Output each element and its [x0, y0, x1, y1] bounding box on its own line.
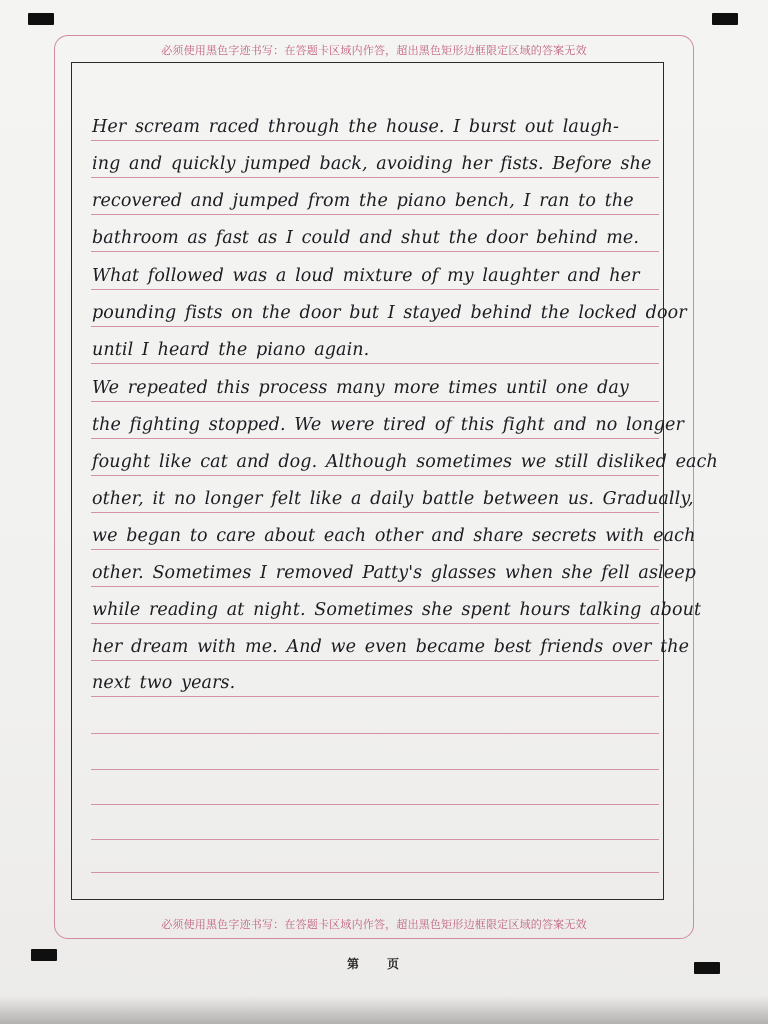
ruled-line [91, 839, 659, 840]
page-label-prefix: 第 [347, 957, 360, 971]
ruled-line [91, 363, 659, 364]
handwritten-line: until I heard the piano again. [92, 340, 370, 360]
ruled-line [91, 549, 659, 550]
handwritten-line: we began to care about each other and share secrets with each [92, 526, 696, 546]
ruled-line [91, 804, 659, 805]
paper-edge-shadow [0, 996, 768, 1024]
ruled-line [91, 289, 659, 290]
ruled-line [91, 696, 659, 697]
registration-mark-top-right [712, 13, 738, 25]
registration-mark-top-left [28, 13, 54, 25]
handwritten-line: the fighting stopped. We were tired of this fight and no longer [92, 415, 684, 435]
ruled-line [91, 214, 659, 215]
ruled-line [91, 623, 659, 624]
handwritten-line: while reading at night. Sometimes she spent hours talking about [92, 600, 702, 620]
notice-bottom: 必须使用黑色字迹书写：在答题卡区域内作答，超出黑色矩形边框限定区域的答案无效 [161, 918, 587, 931]
registration-mark-bottom-right [694, 962, 720, 974]
ruled-line [91, 769, 659, 770]
handwritten-line: bathroom as fast as I could and shut the door behind me. [92, 228, 640, 248]
ruled-line [91, 586, 659, 587]
ruled-line [91, 733, 659, 734]
ruled-line [91, 251, 659, 252]
ruled-line [91, 475, 659, 476]
registration-mark-bottom-left [31, 949, 57, 961]
ruled-line [91, 177, 659, 178]
ruled-line [91, 660, 659, 661]
notice-top: 必须使用黑色字迹书写：在答题卡区域内作答，超出黑色矩形边框限定区域的答案无效 [161, 44, 587, 57]
ruled-line [91, 512, 659, 513]
handwritten-line: other, it no longer felt like a daily battle between us. Gradually, [92, 489, 694, 509]
handwritten-line: fought like cat and dog. Although sometimes we still disliked each [92, 452, 718, 472]
handwritten-line: other. Sometimes I removed Patty's glasses when she fell asleep [92, 563, 696, 583]
handwritten-line: What followed was a loud mixture of my laughter and her [92, 266, 640, 286]
handwritten-line: We repeated this process many more times until one day [92, 378, 629, 398]
handwritten-line: next two years. [92, 673, 236, 693]
handwritten-line: Her scream raced through the house. I burst out laugh- [92, 117, 620, 137]
ruled-line [91, 401, 659, 402]
handwritten-line: pounding fists on the door but I stayed behind the locked door [92, 303, 687, 323]
ruled-line [91, 438, 659, 439]
page-label-suffix: 页 [387, 957, 400, 971]
handwritten-line: her dream with me. And we even became best friends over the [92, 637, 690, 657]
ruled-line [91, 872, 659, 873]
handwritten-line: recovered and jumped from the piano bench, I ran to the [92, 191, 634, 211]
handwritten-line: ing and quickly jumped back, avoiding her fists. Before she [92, 154, 652, 174]
ruled-line [91, 140, 659, 141]
answer-area-inner-frame [71, 62, 664, 900]
ruled-line [91, 326, 659, 327]
